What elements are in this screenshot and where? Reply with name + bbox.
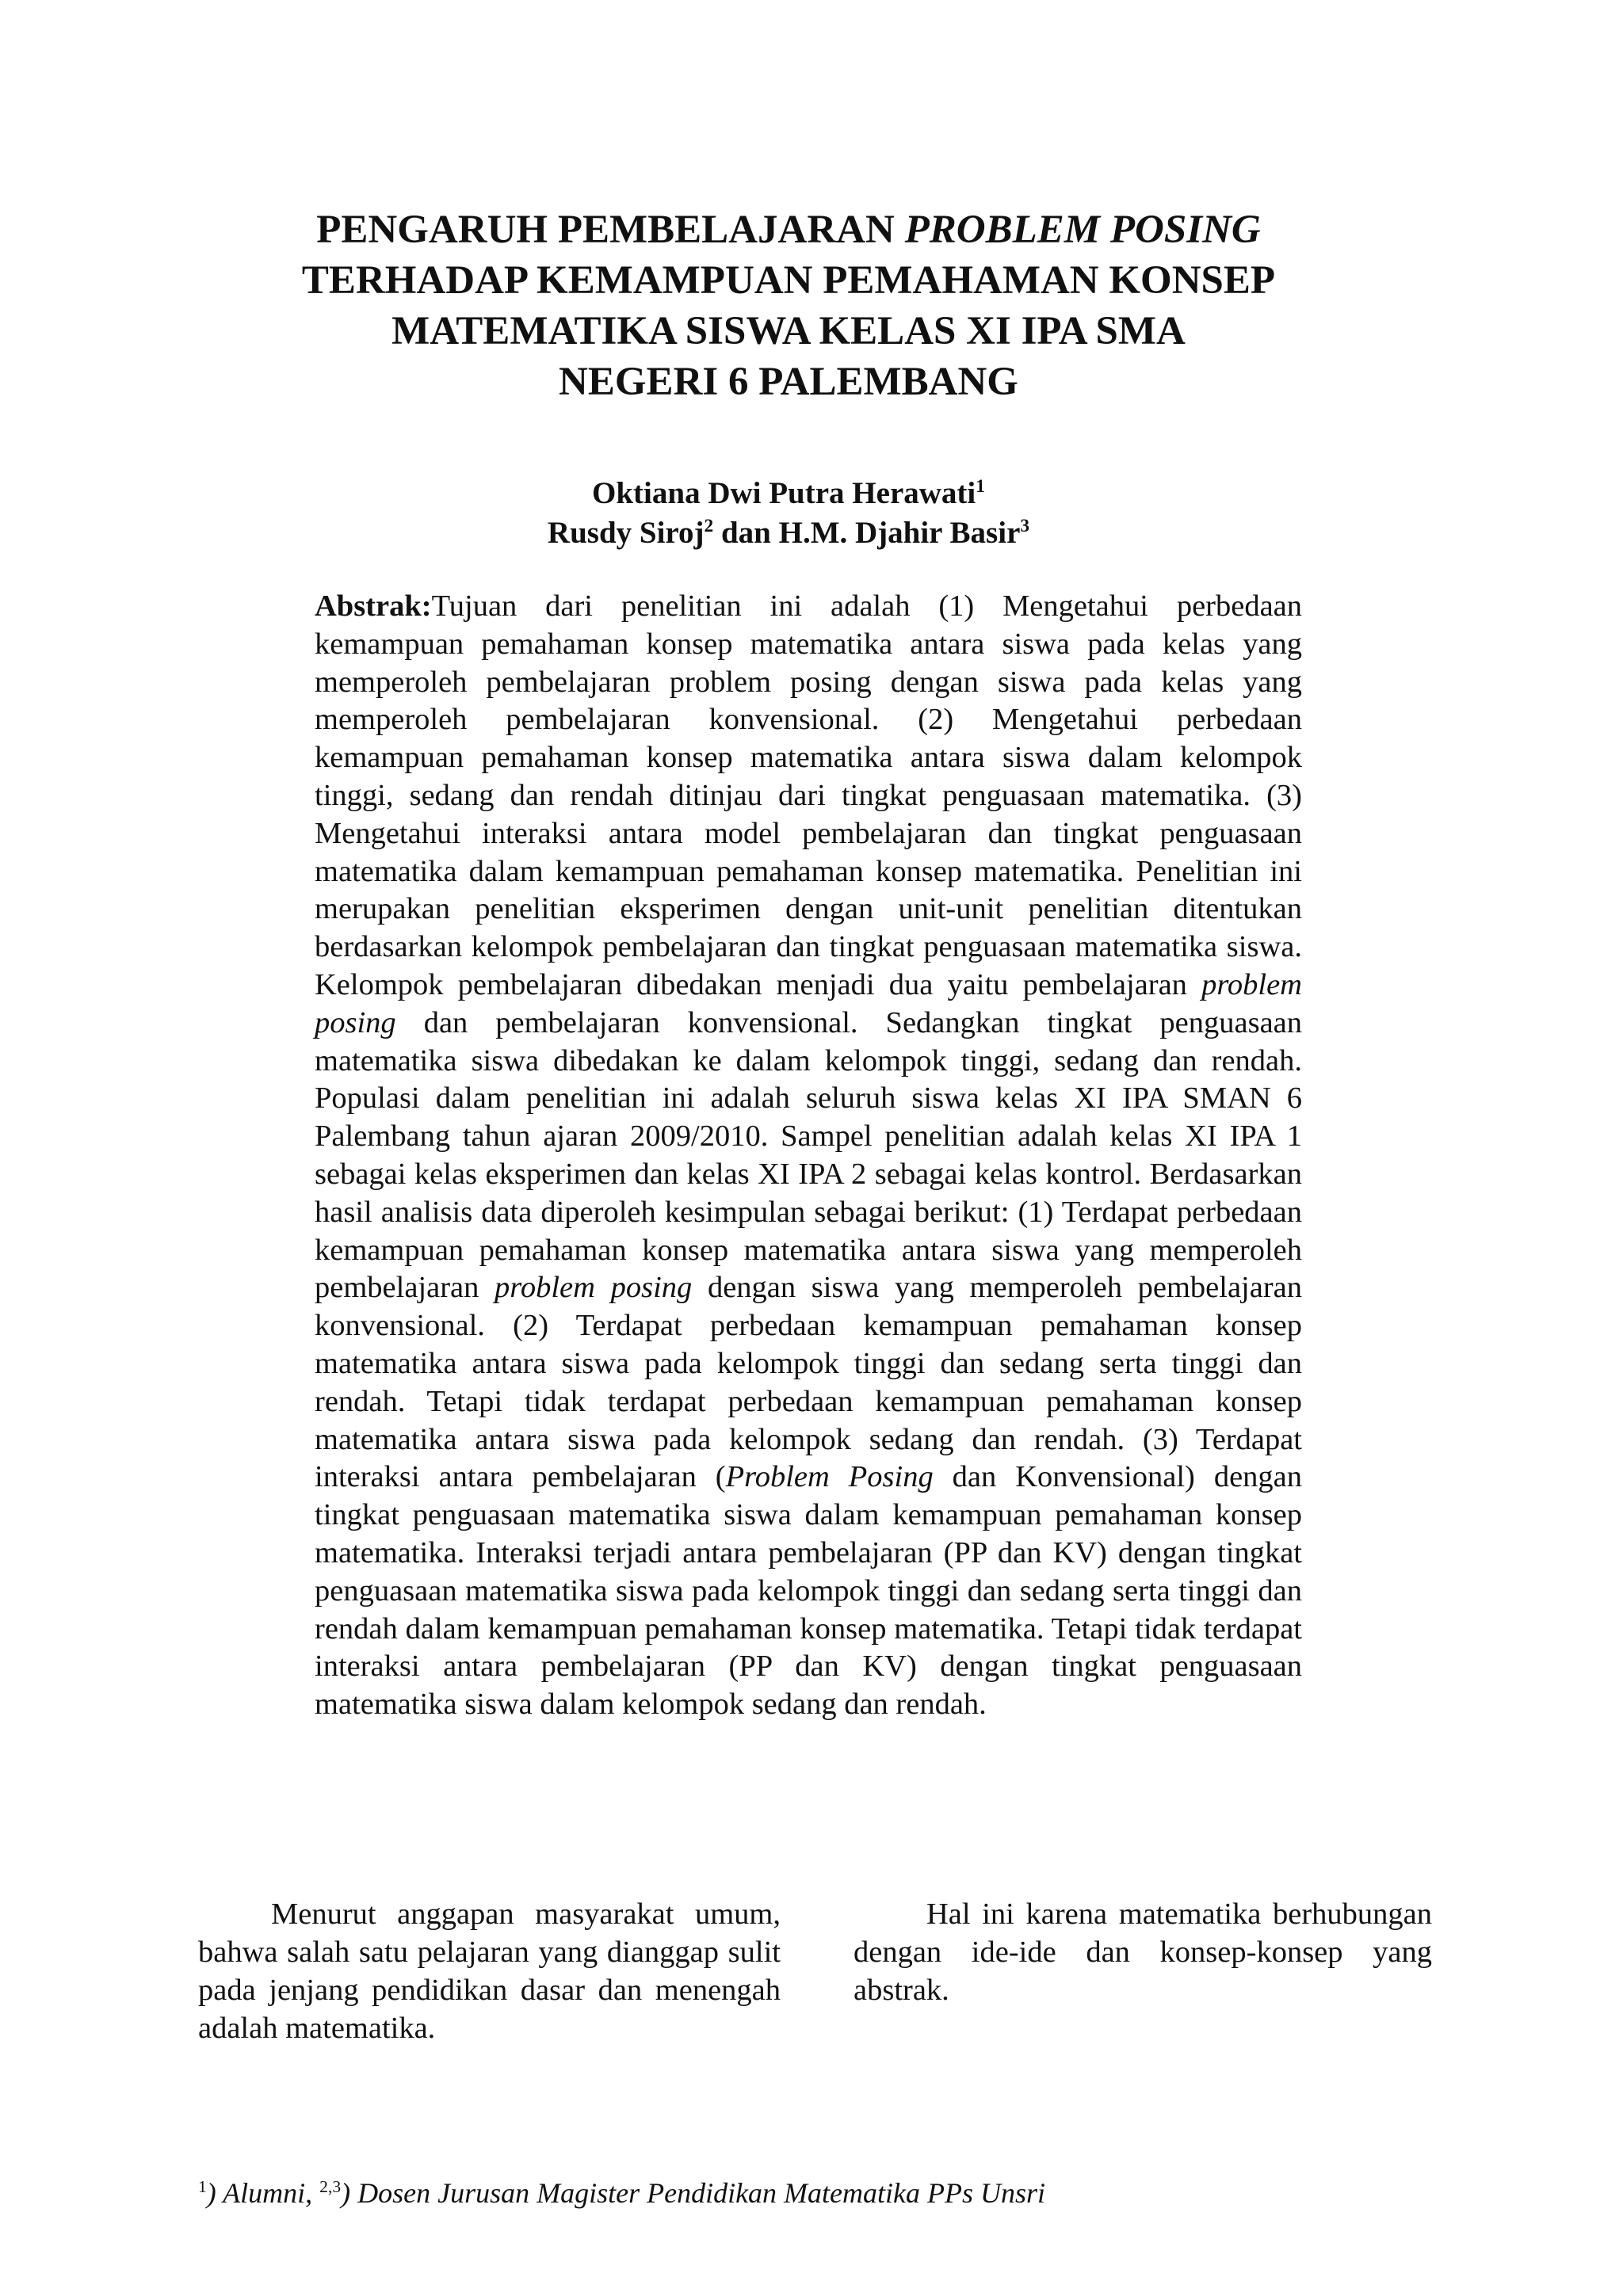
author-3-affiliation: 3 — [1020, 516, 1030, 536]
abstract-text-4: dan Konvensional) dengan tingkat penguasaan matematika siswa dalam kemampuan pemahaman konsep matematika. Interaksi terjadi antara pembelajaran (PP dan KV) dengan tingkat penguasaan matematika siswa pada kelompok tinggi dan sedang serta tinggi dan rendah dalam kemampuan pemahaman konsep matematika. Tetapi tidak terdapat interaksi antara pembelajaran (PP dan KV) dengan tingkat penguasaan matematika siswa dalam kelompok sedang dan rendah. — [315, 1460, 1302, 1722]
footnote-text-1: ) Alumni, — [206, 2177, 320, 2209]
author-2-name: Rusdy Siroj — [547, 516, 705, 550]
author-1-name: Oktiana Dwi Putra Herawati — [592, 476, 976, 510]
author-connector: dan — [713, 516, 779, 550]
footnote-marker-2: 2,3 — [319, 2177, 342, 2196]
paper-title — [198, 204, 1379, 407]
footnote-text-2: ) Dosen Jurusan Magister Pendidikan Matematika PPs Unsri — [341, 2177, 1046, 2209]
abstract-text-2: dan pembelajaran konvensional. Sedangkan tingkat penguasaan matematika siswa dibedakan ke dalam kelompok tinggi, sedang dan rendah. Populasi dalam penelitian ini adalah seluruh siswa kelas XI IPA SMAN 6 Palembang tahun ajaran 2009/2010. Sampel penelitian adalah kelas XI IPA 1 sebagai kelas eksperimen dan kelas XI IPA 2 sebagai kelas kontrol. Berdasarkan hasil analisis data diperoleh kesimpulan sebagai berikut: (1) Terdapat perbedaan kemampuan pemahaman konsep matematika antara siswa yang memperoleh pembelajaran — [315, 1005, 1302, 1305]
author-block — [317, 474, 1260, 553]
abstract-italic-3: Problem Posing — [725, 1460, 934, 1494]
abstract — [315, 588, 1302, 1724]
footnote-marker-1: 1 — [198, 2177, 207, 2196]
abstract-text-1: Tujuan dari penelitian ini adalah (1) Mengetahui perbedaan kemampuan pemahaman konsep matematika antara siswa pada kelas yang memperoleh pembelajaran problem posing dengan siswa pada kelas yang memperoleh pembelajaran konvensional. (2) Mengetahui perbedaan kemampuan pemahaman konsep matematika antara siswa dalam kelompok tinggi, sedang dan rendah ditinjau dari tingkat penguasaan matematika. (3) Mengetahui interaksi antara model pembelajaran dan tingkat penguasaan matematika dalam kemampuan pemahaman konsep matematika. Penelitian ini merupakan penelitian eksperimen dengan unit-unit penelitian ditentukan berdasarkan kelompok pembelajaran dan tingkat penguasaan matematika siswa. Kelompok pembelajaran dibedakan menjadi dua yaitu pembelajaran — [315, 589, 1302, 1001]
title-line-1 — [198, 204, 1379, 255]
title-line-1-italic: PROBLEM POSING — [904, 208, 1261, 252]
title-line-2: TERHADAP KEMAMPUAN PEMAHAMAN KONSEP — [301, 258, 1276, 303]
abstract-italic-2: problem posing — [495, 1271, 693, 1305]
title-line-4: NEGERI 6 PALEMBANG — [559, 360, 1018, 404]
body-paragraph-right: Hal ini karena matematika berhubungan dengan ide-ide dan konsep-konsep yang abstrak. — [854, 1897, 1432, 2007]
author-line-2 — [317, 513, 1260, 553]
author-2-affiliation: 2 — [704, 516, 714, 536]
author-line-1 — [317, 474, 1260, 513]
author-3-name: H.M. Djahir Basir — [778, 516, 1021, 550]
author-1-affiliation: 1 — [976, 476, 985, 497]
abstract-italic-1: problem posing — [315, 967, 1302, 1039]
footnote — [198, 2176, 1387, 2210]
abstract-label: Abstrak: — [315, 589, 432, 623]
title-line-3: MATEMATIKA SISWA KELAS XI IPA SMA — [391, 309, 1186, 353]
abstract-text-3: dengan siswa yang memperoleh pembelajaran konvensional. (2) Terdapat perbedaan kemampuan pemahaman konsep matematika antara siswa pada kelompok tinggi dan sedang serta tinggi dan rendah. Tetapi tidak terdapat perbedaan kemampuan pemahaman konsep matematika antara siswa pada kelompok sedang dan rendah. (3) Terdapat interaksi antara pembelajaran ( — [315, 1271, 1302, 1494]
body-paragraph-left: Menurut anggapan masyarakat umum, bahwa salah satu pelajaran yang dianggap sulit pada jenjang pendidikan dasar dan menengah adalah matematika. — [198, 1897, 781, 2045]
title-line-1-prefix: PENGARUH PEMBELAJARAN — [316, 208, 905, 252]
